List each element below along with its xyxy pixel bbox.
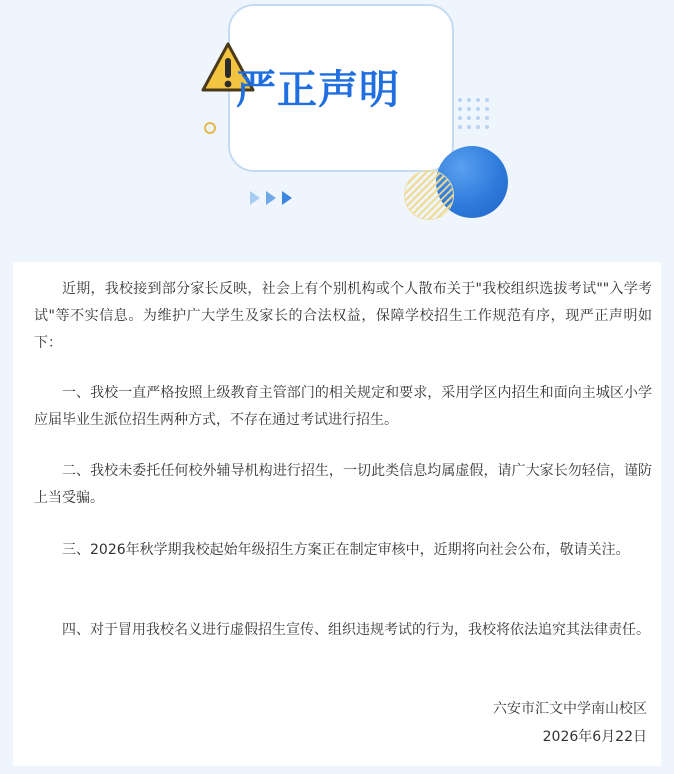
paragraph-intro: 近期，我校接到部分家长反映，社会上有个别机构或个人散布关于"我校组织选拔考试""入学考试"等不实信息。为维护广大学生及家长的合法权益，保障学校招生工作规范有序，现严正声明如下： — [34, 281, 652, 351]
announcement-body — [13, 262, 661, 766]
paragraph-point-4: 四、对于冒用我校名义进行虚假招生宣传、组织违规考试的行为，我校将依法追究其法律责任。 — [62, 622, 650, 638]
arrow-right-icon — [250, 190, 298, 206]
header-banner — [0, 0, 674, 262]
dot-grid-decoration — [456, 96, 496, 130]
paragraph-point-1: 一、我校一直严格按照上级教育主管部门的相关规定和要求，采用学区内招生和面向主城区小学应届毕业生派位招生两种方式，不存在通过考试进行招生。 — [34, 385, 652, 428]
paragraph-point-3: 三、2026年秋学期我校起始年级招生方案正在制定审核中，近期将向社会公布，敬请关注。 — [62, 542, 630, 558]
striped-circle-decoration — [404, 170, 454, 220]
signature-organization: 六安市汇文中学南山校区 — [493, 701, 647, 717]
decorative-ring — [204, 122, 216, 134]
page-title: 严正声明 — [236, 67, 400, 113]
signature-date: 2026年6月22日 — [542, 729, 647, 745]
paragraph-point-2: 二、我校未委托任何校外辅导机构进行招生，一切此类信息均属虚假，请广大家长勿轻信，谨防上当受骗。 — [34, 463, 652, 506]
